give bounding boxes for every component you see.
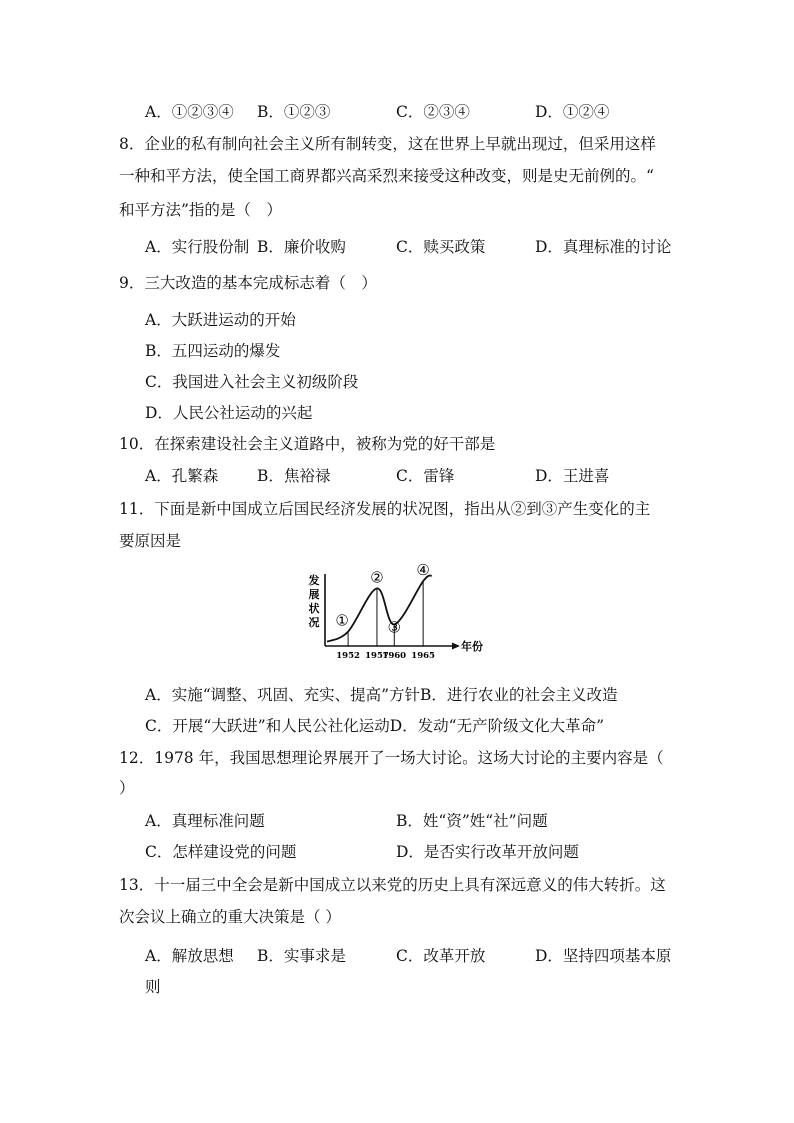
q8-stem-line-3: 和平方法”指的是（ ） [119,201,282,219]
point-marker: ③ [387,618,401,637]
q8-option-c: C．赎买政策 [396,238,486,256]
q11-stem-line-2: 要原因是 [119,532,182,550]
q11-option-a: A．实施“调整、巩固、充实、提高”方针 [145,686,421,704]
y-axis-label-char: 状 [308,602,320,615]
q12-option-b: B．姓“资”姓“社”问题 [396,812,548,830]
q10-option-a: A．孔繁森 [145,467,219,485]
x-axis-arrow [452,643,460,650]
q9-option-d: D．人民公社运动的兴起 [145,404,313,422]
point-marker: ① [335,611,349,630]
q8-stem-line-2: 一种和平方法，使全国工商界都兴高采烈来接受这种改变，则是史无前例的。“ [119,167,654,185]
q11-option-d: D．发动“无产阶级文化大革命” [389,717,604,735]
point-marker: ④ [416,561,430,580]
q13-option-a: A．解放思想 [145,947,234,965]
q10-option-b: B．焦裕禄 [257,467,331,485]
q13-stem-line-2: 次会议上确立的重大决策是（ ） [119,908,341,926]
y-axis-label-char: 展 [308,588,320,601]
q10-option-c: C．雷锋 [396,467,455,485]
x-tick-label: 1960 [382,651,407,661]
q9-stem: 9．三大改造的基本完成标志着（ ） [119,274,377,292]
q7-option-c: C．②③④ [396,103,470,121]
x-tick-label: 1965 [411,651,435,661]
q9-option-c: C．我国进入社会主义初级阶段 [145,373,359,391]
q8-option-d: D．真理标准的讨论 [535,238,672,256]
q12-option-d: D．是否实行改革开放问题 [396,843,579,861]
q13-option-d: D．坚持四项基本原 [535,947,672,965]
q11-option-c: C．开展“大跃进”和人民公社化运动 [145,717,390,735]
q8-stem-line-1: 8．企业的私有制向社会主义所有制转变，这在世界上早就出现过，但采用这样 [119,135,656,153]
economy-chart [300,561,490,670]
q12-stem-line-1: 12．1978 年，我国思想理论界展开了一场大讨论。这场大讨论的主要内容是（ [119,749,664,767]
q8-option-b: B．廉价收购 [257,238,346,256]
point-marker: ② [370,568,384,587]
q11-options-row-1 [145,684,617,706]
q11-stem-line-1: 11．下面是新中国成立后国民经济发展的状况图，指出从②到③产生变化的主 [119,500,651,518]
q13-option-b: B．实事求是 [257,947,346,965]
q7-option-a: A．①②③④ [145,103,234,121]
q13-option-d-wrap: 则 [145,978,161,996]
q13-stem-line-1: 13．十一届三中全会是新中国成立以来党的历史上具有深远意义的伟大转折。这 [119,876,666,894]
x-axis-label: 年份 [461,640,483,653]
q13-option-c: C．改革开放 [396,947,486,965]
q11-option-b: B．进行农业的社会主义改造 [420,686,618,704]
q11-options-row-2 [145,715,604,737]
economy-chart-svg [300,561,490,670]
q10-option-d: D．王进喜 [535,467,610,485]
q7-option-b: B．①②③ [257,103,331,121]
y-axis-label-char: 况 [308,616,320,629]
y-axis-label-char: 发 [308,574,320,587]
q12-option-a: A．真理标准问题 [145,812,265,830]
q12-option-c: C．怎样建设党的问题 [145,843,297,861]
q9-option-a: A．大跃进运动的开始 [145,311,296,329]
x-tick-label: 1957 [365,651,389,661]
q9-option-b: B．五四运动的爆发 [145,342,281,360]
x-tick-label: 1952 [336,651,360,661]
q10-stem: 10．在探索建设社会主义道路中，被称为党的好干部是 [119,435,496,453]
q8-option-a: A．实行股份制 [145,238,250,256]
q7-option-d: D．①②④ [535,103,610,121]
q12-stem-line-2: ） [119,779,135,797]
y-axis-label [308,573,320,629]
